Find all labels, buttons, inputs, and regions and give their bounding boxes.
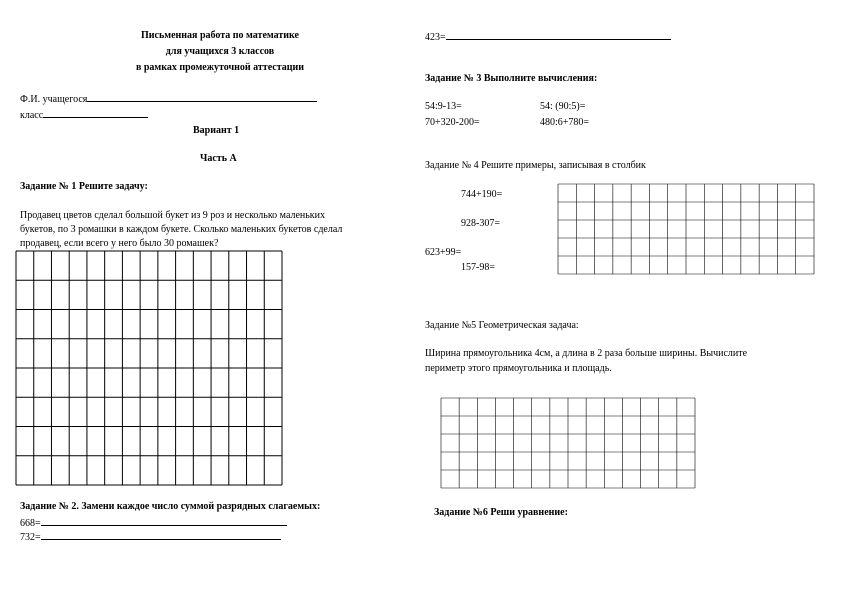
task6-title: Задание №6 Реши уравнение:	[434, 507, 568, 518]
task5-text-2: периметр этого прямоугольника и площадь.	[425, 363, 612, 374]
part-label: Часть А	[200, 153, 237, 164]
task1-text-2: букетов, по 3 ромашки в каждом букете. Сколько маленьких букетов сделал	[20, 224, 343, 235]
student-class-label: класс	[20, 110, 44, 121]
task1-text-3: продавец, если всего у него было 30 ромашек?	[20, 238, 219, 249]
header-line-2: для учащихся 3 классов	[165, 46, 275, 57]
task2-item-2-label: 732=	[20, 532, 41, 543]
task3-expr-3: 70+320-200=	[425, 117, 480, 128]
student-class-row	[20, 108, 148, 122]
student-class-field[interactable]	[43, 108, 148, 118]
header-line-3: в рамках промежуточной аттестации	[135, 62, 305, 73]
task1-title: Задание № 1 Решите задачу:	[20, 181, 148, 192]
task5-text-1: Ширина прямоугольника 4см, а длина в 2 раза больше ширины. Вычислите	[425, 348, 748, 359]
task2-item-3-label: 423=	[425, 32, 446, 43]
task4-answer-grid[interactable]	[557, 183, 815, 275]
header-line-1: Письменная работа по математике	[141, 30, 299, 41]
task1-answer-grid[interactable]	[15, 250, 283, 486]
task2-item-2	[20, 530, 281, 544]
task2-item-3-field[interactable]	[446, 30, 671, 40]
task3-expr-1: 54:9-13=	[425, 101, 462, 112]
task2-item-2-field[interactable]	[41, 530, 281, 540]
student-name-row	[20, 92, 317, 106]
student-name-label: Ф.И. учащегося	[20, 94, 88, 105]
task3-title-text: Задание № 3 Выполните вычисления:	[425, 73, 598, 84]
variant-label: Вариант 1	[193, 125, 240, 136]
task2-title: Задание № 2. Замени каждое число суммой разрядных слагаемых:	[20, 501, 321, 512]
task1-text-1: Продавец цветов сделал большой букет из 9 роз и несколько маленьких	[20, 210, 326, 221]
task2-item-1-field[interactable]	[41, 516, 287, 526]
task4-expr-3: 623+99=	[425, 247, 462, 258]
task2-item-3	[425, 30, 671, 44]
task3-expr-4: 480:6+780=	[540, 117, 590, 128]
task3-expr-2: 54: (90:5)=	[540, 101, 586, 112]
task4-expr-4: 157-98=	[461, 262, 495, 273]
task4-expr-2: 928-307=	[461, 218, 500, 229]
task4-expr-1: 744+190=	[461, 189, 503, 200]
task2-item-1-label: 668=	[20, 518, 41, 529]
task5-answer-grid[interactable]	[440, 397, 696, 489]
task2-item-1	[20, 516, 287, 530]
task4-title: Задание № 4 Решите примеры, записывая в столбик	[425, 160, 646, 171]
task3-title	[425, 73, 597, 85]
task5-title: Задание №5 Геометрическая задача:	[425, 320, 579, 331]
student-name-field[interactable]	[87, 92, 317, 102]
